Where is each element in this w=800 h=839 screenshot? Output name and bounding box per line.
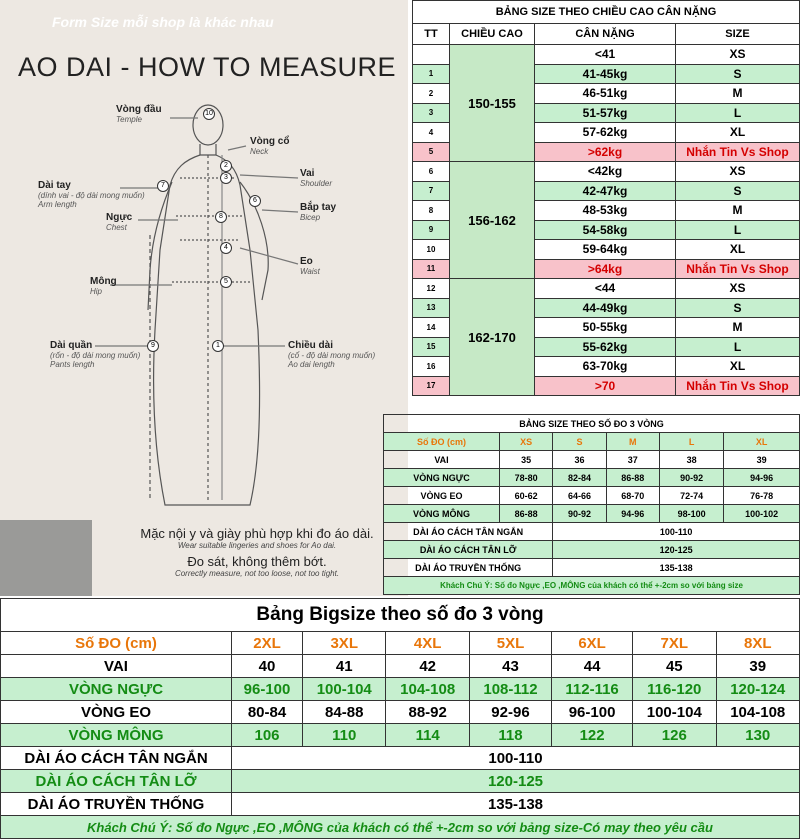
table2-row-label: VÒNG NGỰC: [384, 469, 500, 487]
table3-cell: 40: [232, 655, 303, 678]
table3-size-header: 6XL: [552, 632, 633, 655]
label-hip: Mông Hip: [90, 276, 117, 296]
table2-cell: 38: [659, 451, 723, 469]
table3-size-header: 2XL: [232, 632, 303, 655]
table3-cell: 80-84: [232, 701, 303, 724]
table2-length-value: 120-125: [553, 541, 800, 559]
waist-leader: [240, 248, 298, 264]
table3-cell: 126: [633, 724, 716, 747]
table1-tt: 13: [413, 298, 450, 318]
table2-title: BẢNG SIZE THEO SỐ ĐO 3 VÒNG: [384, 415, 800, 433]
table3-header-label: Số ĐO (cm): [1, 632, 232, 655]
table1-tt: 16: [413, 357, 450, 377]
marker-5: 5: [220, 276, 232, 288]
table2-size-header: M: [606, 433, 659, 451]
table2-cell: 78-80: [500, 469, 553, 487]
table2-length-label: DÀI ÁO CÁCH TÂN NGẮN: [384, 523, 553, 541]
table3-length-label: DÀI ÁO CÁCH TÂN LỠ: [1, 770, 232, 793]
table3-size-header: 5XL: [469, 632, 551, 655]
table1-tt: 4: [413, 123, 450, 143]
label-chest: Ngực Chest: [106, 212, 133, 232]
table1-tt: 12: [413, 279, 450, 299]
table1-size: XL: [676, 240, 800, 260]
neck-leader: [228, 146, 246, 150]
tip-line-2-en: Correctly measure, not too loose, not too tight.: [174, 569, 340, 578]
table2-cell: 35: [500, 451, 553, 469]
table2-size-header: S: [553, 433, 606, 451]
table2-cell: 98-100: [659, 505, 723, 523]
table1-weight: 59-64kg: [535, 240, 676, 260]
table3-row-label: VÒNG NGỰC: [1, 678, 232, 701]
table3-cell: 106: [232, 724, 303, 747]
table2-cell: 60-62: [500, 487, 553, 505]
bicep-leader: [262, 210, 298, 212]
table1-weight: >62kg: [535, 142, 676, 162]
measure-tips: [112, 526, 402, 578]
table3-cell: 108-112: [469, 678, 551, 701]
table2-cell: 39: [724, 451, 800, 469]
table1-size: XS: [676, 162, 800, 182]
table1-size: XL: [676, 357, 800, 377]
table3-size-header: 3XL: [303, 632, 386, 655]
bigsize-table: [0, 598, 800, 839]
ao-dai-figure: [0, 0, 408, 520]
table3-cell: 45: [633, 655, 716, 678]
table1-weight: 51-57kg: [535, 103, 676, 123]
table1-height: 162-170: [450, 279, 535, 396]
table2-cell: 37: [606, 451, 659, 469]
table1-size: M: [676, 201, 800, 221]
table1-weight: 55-62kg: [535, 337, 676, 357]
table3-title: Bảng Bigsize theo số đo 3 vòng: [1, 599, 800, 632]
table2-length-value: 135-138: [553, 559, 800, 577]
table3-cell: 43: [469, 655, 551, 678]
marker-7: 7: [157, 180, 169, 192]
table2-header-label: Số ĐO (cm): [384, 433, 500, 451]
table3-size-header: 8XL: [716, 632, 800, 655]
table2-note: Khách Chú Ý: Số đo Ngực ,EO ,MÔNG của khách có thể +-2cm so với bảng size: [384, 577, 800, 595]
label-temple: Vòng đầu Temple: [116, 104, 162, 124]
table3-cell: 116-120: [633, 678, 716, 701]
table3-cell: 42: [386, 655, 469, 678]
table3-cell: 41: [303, 655, 386, 678]
table1-weight: >70: [535, 376, 676, 396]
table3-cell: 120-124: [716, 678, 800, 701]
table3-cell: 96-100: [552, 701, 633, 724]
table3-length-label: DÀI ÁO CÁCH TÂN NGẮN: [1, 747, 232, 770]
figure-left-arm: [148, 182, 172, 310]
table3-row-label: VAI: [1, 655, 232, 678]
table1-tt: [413, 45, 450, 65]
table3-length-label: DÀI ÁO TRUYỀN THỐNG: [1, 793, 232, 816]
table2-size-header: L: [659, 433, 723, 451]
measure-title: AO DAI - HOW TO MEASURE: [18, 52, 397, 82]
form-note: Form Size mỗi shop là khác nhau: [52, 14, 274, 30]
table3-cell: 96-100: [232, 678, 303, 701]
table2-cell: 36: [553, 451, 606, 469]
table3-row-label: VÒNG EO: [1, 701, 232, 724]
tips-gray-block: [0, 520, 92, 596]
table1-weight: 57-62kg: [535, 123, 676, 143]
table1-weight: <41: [535, 45, 676, 65]
table1-size: Nhắn Tin Vs Shop: [676, 142, 800, 162]
table3-cell: 104-108: [386, 678, 469, 701]
table1-size: S: [676, 181, 800, 201]
table3-cell: 118: [469, 724, 551, 747]
table3-cell: 39: [716, 655, 800, 678]
table1-tt: 7: [413, 181, 450, 201]
table1-tt: 11: [413, 259, 450, 279]
marker-4: 4: [220, 242, 232, 254]
table2-cell: 72-74: [659, 487, 723, 505]
table1-size: L: [676, 337, 800, 357]
table2-size-header: XL: [724, 433, 800, 451]
marker-8: 8: [215, 211, 227, 223]
table2-cell: 90-92: [553, 505, 606, 523]
table2-cell: 76-78: [724, 487, 800, 505]
marker-9: 9: [147, 340, 159, 352]
table3-row-label: VÒNG MÔNG: [1, 724, 232, 747]
table1-size: L: [676, 103, 800, 123]
table3-cell: 130: [716, 724, 800, 747]
table1-header-size: SIZE: [676, 24, 800, 45]
table2-size-header: XS: [500, 433, 553, 451]
label-neck: Vòng cổ Neck: [250, 136, 290, 156]
table1-weight: 41-45kg: [535, 64, 676, 84]
table3-cell: 122: [552, 724, 633, 747]
table2-cell: 90-92: [659, 469, 723, 487]
table3-cell: 100-104: [633, 701, 716, 724]
figure-neck: [200, 144, 216, 155]
table1-header-height: CHIỀU CAO: [450, 24, 535, 45]
measure-panel: [0, 0, 408, 596]
table1-tt: 14: [413, 318, 450, 338]
table1-size: L: [676, 220, 800, 240]
table2-cell: 82-84: [553, 469, 606, 487]
table2-cell: 68-70: [606, 487, 659, 505]
table1-tt: 8: [413, 201, 450, 221]
table1-header-weight: CÂN NẶNG: [535, 24, 676, 45]
table2-cell: 86-88: [606, 469, 659, 487]
size-by-height-weight-table: [412, 0, 800, 396]
table2-cell: 86-88: [500, 505, 553, 523]
table1-tt: 10: [413, 240, 450, 260]
table2-cell: 94-96: [724, 469, 800, 487]
label-bicep: Bắp tay Bicep: [300, 202, 337, 222]
table1-tt: 15: [413, 337, 450, 357]
table1-weight: 50-55kg: [535, 318, 676, 338]
table1-weight: 54-58kg: [535, 220, 676, 240]
table1-weight: 42-47kg: [535, 181, 676, 201]
table2-row-label: VAI: [384, 451, 500, 469]
table1-tt: 1: [413, 64, 450, 84]
marker-10: 10: [203, 108, 215, 120]
table3-cell: 114: [386, 724, 469, 747]
marker-1: 1: [212, 340, 224, 352]
table1-weight: <44: [535, 279, 676, 299]
table3-note: Khách Chú Ý: Số đo Ngực ,EO ,MÔNG của khách có thể +-2cm so với bảng size-Có may theo yêu cầu: [1, 816, 800, 839]
table2-row-label: VÒNG MÔNG: [384, 505, 500, 523]
table3-cell: 112-116: [552, 678, 633, 701]
table1-title: BẢNG SIZE THEO CHIỀU CAO CÂN NẶNG: [413, 1, 800, 24]
table1-tt: 9: [413, 220, 450, 240]
tip-line-1-en: Wear suitable lingeries and shoes for Ao dai.: [177, 541, 337, 550]
table1-size: M: [676, 318, 800, 338]
table1-height: 156-162: [450, 162, 535, 279]
label-waist: Eo Waist: [300, 256, 320, 276]
table2-cell: 94-96: [606, 505, 659, 523]
table1-tt: 5: [413, 142, 450, 162]
table1-size: S: [676, 64, 800, 84]
table1-tt: 3: [413, 103, 450, 123]
table2-cell: 64-66: [553, 487, 606, 505]
table3-cell: 88-92: [386, 701, 469, 724]
table1-size: XL: [676, 123, 800, 143]
table3-cell: 100-104: [303, 678, 386, 701]
table1-size: XS: [676, 45, 800, 65]
table1-weight: 44-49kg: [535, 298, 676, 318]
table3-size-header: 7XL: [633, 632, 716, 655]
table1-size: S: [676, 298, 800, 318]
marker-2: 2: [220, 160, 232, 172]
table3-cell: 84-88: [303, 701, 386, 724]
table1-size: XS: [676, 279, 800, 299]
table1-header-tt: TT: [413, 24, 450, 45]
table3-length-value: 135-138: [232, 793, 800, 816]
table3-size-header: 4XL: [386, 632, 469, 655]
figure-body: [154, 155, 260, 505]
table3-length-value: 100-110: [232, 747, 800, 770]
marker-6: 6: [249, 195, 261, 207]
table2-length-value: 100-110: [553, 523, 800, 541]
table2-cell: 100-102: [724, 505, 800, 523]
label-arm: Dài tay (dính vai - độ dài mong muốn) Arm length: [38, 180, 145, 209]
table3-length-value: 120-125: [232, 770, 800, 793]
table2-length-label: DÀI ÁO TRUYỀN THỐNG: [384, 559, 553, 577]
shoulder-leader: [240, 175, 298, 178]
table1-weight: >64kg: [535, 259, 676, 279]
table1-size: Nhắn Tin Vs Shop: [676, 376, 800, 396]
label-pants: Dài quần (rốn - độ dài mong muốn) Pants length: [50, 340, 141, 369]
table3-cell: 104-108: [716, 701, 800, 724]
size-by-measurement-table: [383, 414, 800, 595]
table1-weight: 48-53kg: [535, 201, 676, 221]
label-aodai-length: Chiều dài (cổ - độ dài mong muốn) Ao dai length: [288, 340, 376, 369]
table1-tt: 17: [413, 376, 450, 396]
table1-tt: 6: [413, 162, 450, 182]
table1-height: 150-155: [450, 45, 535, 162]
table1-weight: 63-70kg: [535, 357, 676, 377]
table1-weight: <42kg: [535, 162, 676, 182]
table3-cell: 92-96: [469, 701, 551, 724]
label-shoulder: Vai Shoulder: [300, 168, 333, 188]
table1-size: M: [676, 84, 800, 104]
marker-3: 3: [220, 172, 232, 184]
table1-weight: 46-51kg: [535, 84, 676, 104]
table2-row-label: VÒNG EO: [384, 487, 500, 505]
table1-tt: 2: [413, 84, 450, 104]
table2-length-label: DÀI ÁO CÁCH TÂN LỠ: [384, 541, 553, 559]
table1-size: Nhắn Tin Vs Shop: [676, 259, 800, 279]
table3-cell: 110: [303, 724, 386, 747]
table3-cell: 44: [552, 655, 633, 678]
tip-line-1: Mặc nội y và giày phù hợp khi đo áo dài.: [140, 526, 374, 541]
tip-line-2: Đo sát, không thêm bớt.: [187, 554, 327, 569]
